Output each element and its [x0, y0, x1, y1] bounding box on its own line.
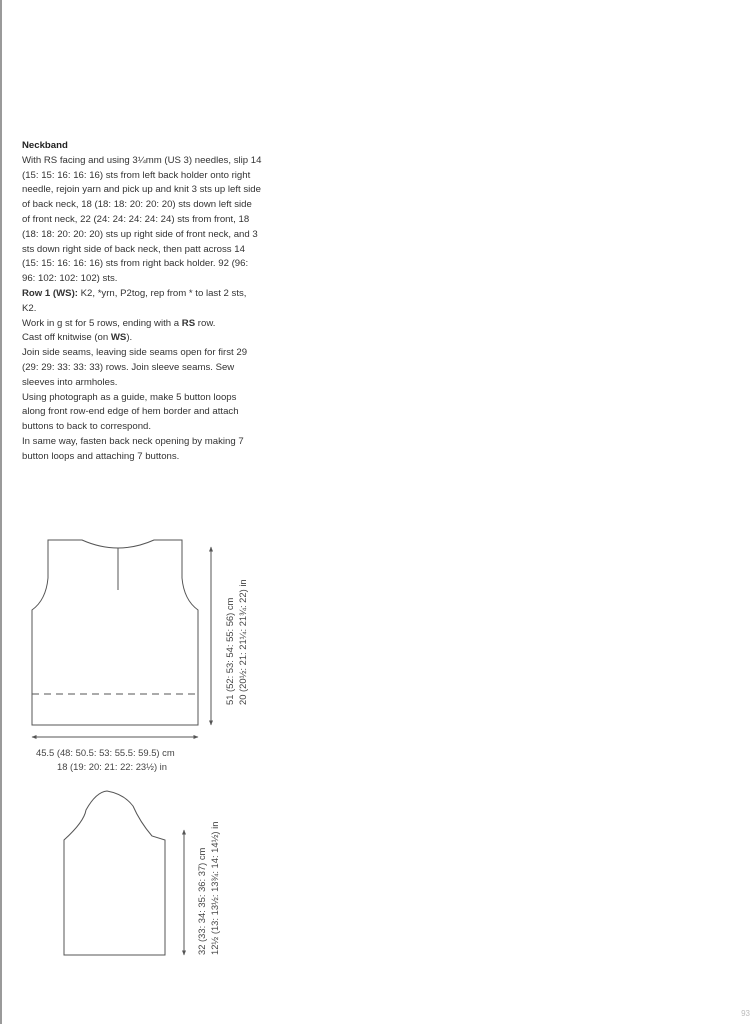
photo-instruction: Using photograph as a guide, make 5 button loops along front row-end edge of hem border and attach buttons to back to correspond.	[22, 391, 239, 433]
sleeve-length-in: 12½ (13: 13½: 13¾: 14: 14½) in	[209, 821, 220, 955]
sleeve-schematic	[64, 791, 184, 955]
work-text-bold: RS	[181, 317, 196, 329]
back-neck-instruction: In same way, fasten back neck opening by making 7 button loops and attaching 7 buttons.	[22, 435, 244, 462]
neckband-heading: Neckband	[22, 140, 68, 151]
body-length-cm: 51 (52: 53: 54: 55: 56) cm	[224, 597, 235, 705]
join-instruction: Join side seams, leaving side seams open for first 29 (29: 29: 33: 33: 33) rows. Join sleeve seams. Sew sleeves into armholes.	[22, 347, 248, 388]
body-width-in: 18 (19: 20: 21: 22: 23½) in	[57, 761, 167, 772]
cast-text-pre: Cast off knitwise (on	[22, 332, 111, 344]
row1-text: K2, *yrn, P2tog, rep from * to last 2 sts, K2.	[22, 287, 247, 314]
neckband-paragraph: With RS facing and using 3¼mm (US 3) needles, slip 14 (15: 15: 16: 16: 16) sts from left back holder onto right needle, rejoin yarn and pick up and knit 3 sts up left side of back neck, 18 (18: 18: 20: 20: 20) sts down left side of front neck, 22 (24: 24: 24: 24: 24) sts from front, 18 (18: 18: 20: 20: 20) sts up right side of front neck, and 3 sts down right side of back neck, then patt across 14 (15: 15: 16: 16: 16) sts from right back holder. 92 (96: 96: 102: 102: 102) sts.	[22, 154, 262, 285]
sleeve-outline	[64, 791, 165, 955]
cast-text-bold: WS	[110, 332, 127, 344]
page-number: 93	[741, 1009, 750, 1018]
body-length-in: 20 (20½: 21: 21¼: 21¾: 22) in	[237, 579, 248, 705]
work-text-post: row.	[195, 317, 216, 329]
body-width-cm: 45.5 (48: 50.5: 53: 55.5: 59.5) cm	[36, 747, 175, 758]
row1-label: Row 1 (WS):	[22, 287, 78, 299]
work-text-pre: Work in g st for 5 rows, ending with a	[22, 317, 182, 329]
body-schematic	[32, 540, 211, 737]
body-outline	[32, 540, 198, 725]
sleeve-length-cm: 32 (33: 34: 35: 36: 37) cm	[196, 847, 207, 955]
cast-text-post: ).	[126, 332, 133, 344]
